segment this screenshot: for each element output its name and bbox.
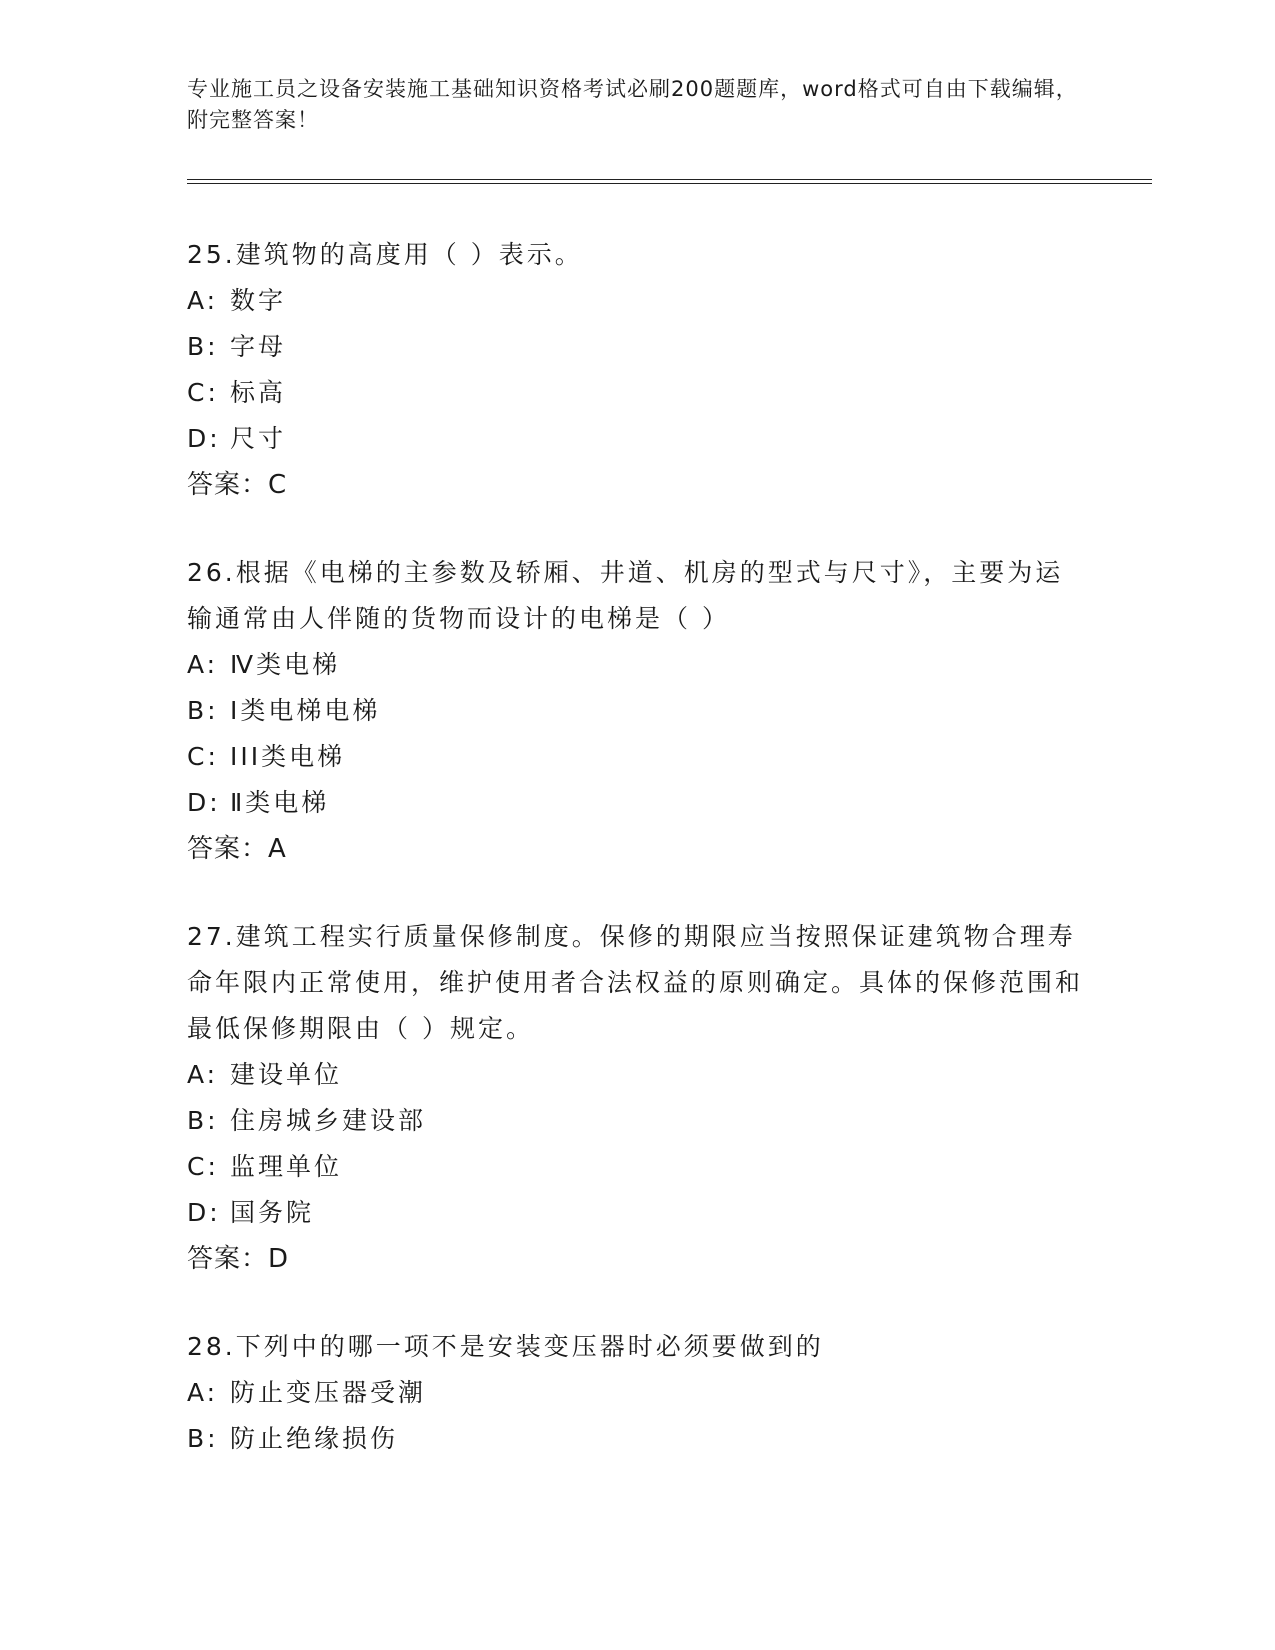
option-a bbox=[187, 642, 1087, 688]
answer-line: 答案：D bbox=[187, 1244, 290, 1274]
header-divider-top bbox=[187, 179, 1152, 180]
question-stem: 28.下列中的哪一项不是安装变压器时必须要做到的 bbox=[187, 1332, 824, 1361]
option-c bbox=[187, 734, 1087, 780]
question-stem: 26.根据《电梯的主参数及轿厢、井道、机房的型式与尺寸》，主要为运输通常由人伴随的货物而设计的电梯是（ ） bbox=[187, 558, 1064, 633]
option-text: 建设单位 bbox=[230, 1060, 343, 1089]
option-letter: B: bbox=[187, 1106, 219, 1135]
option-text: 字母 bbox=[230, 332, 287, 361]
option-text: 尺寸 bbox=[230, 424, 287, 453]
option-b bbox=[187, 324, 1087, 370]
option-text: 防止绝缘损伤 bbox=[230, 1424, 399, 1453]
option-text: Ⅰ类电梯电梯 bbox=[230, 696, 381, 725]
option-c bbox=[187, 370, 1087, 416]
option-text: 标高 bbox=[230, 378, 287, 407]
document-header: 专业施工员之设备安装施工基础知识资格考试必刷200题题库，word格式可自由下载编辑，附完整答案！ bbox=[187, 77, 1078, 132]
option-text: 国务院 bbox=[230, 1198, 315, 1227]
option-letter: D: bbox=[187, 424, 221, 453]
option-d bbox=[187, 416, 1087, 462]
option-text: 住房城乡建设部 bbox=[230, 1106, 427, 1135]
option-text: Ⅱ类电梯 bbox=[230, 788, 330, 817]
option-b bbox=[187, 1416, 1087, 1462]
option-letter: C: bbox=[187, 378, 219, 407]
option-text: 防止变压器受潮 bbox=[230, 1378, 427, 1407]
option-letter: A: bbox=[187, 650, 219, 679]
option-text: 监理单位 bbox=[230, 1152, 343, 1181]
question-stem: 27.建筑工程实行质量保修制度。保修的期限应当按照保证建筑物合理寿命年限内正常使用，维护使用者合法权益的原则确定。具体的保修范围和最低保修期限由（ ）规定。 bbox=[187, 922, 1084, 1043]
option-c bbox=[187, 1144, 1087, 1190]
header-divider-bottom bbox=[187, 183, 1152, 184]
option-a bbox=[187, 1052, 1087, 1098]
option-text: III类电梯 bbox=[230, 742, 346, 771]
question-stem: 25.建筑物的高度用（ ）表示。 bbox=[187, 240, 583, 269]
option-text: 数字 bbox=[230, 286, 287, 315]
answer-line: 答案：A bbox=[187, 834, 287, 864]
option-b bbox=[187, 1098, 1087, 1144]
option-letter: B: bbox=[187, 696, 219, 725]
answer-line: 答案：C bbox=[187, 470, 288, 500]
option-a bbox=[187, 1370, 1087, 1416]
option-d bbox=[187, 780, 1087, 826]
option-a bbox=[187, 278, 1087, 324]
option-letter: A: bbox=[187, 286, 219, 315]
option-letter: B: bbox=[187, 1424, 219, 1453]
option-text: Ⅳ类电梯 bbox=[230, 650, 341, 679]
question-26 bbox=[187, 550, 1087, 872]
option-letter: A: bbox=[187, 1060, 219, 1089]
option-b bbox=[187, 688, 1087, 734]
question-27 bbox=[187, 914, 1087, 1282]
question-28 bbox=[187, 1324, 1087, 1462]
option-letter: C: bbox=[187, 742, 219, 771]
question-25 bbox=[187, 232, 1087, 508]
option-d bbox=[187, 1190, 1087, 1236]
option-letter: D: bbox=[187, 788, 221, 817]
option-letter: C: bbox=[187, 1152, 219, 1181]
question-list bbox=[187, 232, 1087, 1504]
option-letter: B: bbox=[187, 332, 219, 361]
option-letter: D: bbox=[187, 1198, 221, 1227]
option-letter: A: bbox=[187, 1378, 219, 1407]
